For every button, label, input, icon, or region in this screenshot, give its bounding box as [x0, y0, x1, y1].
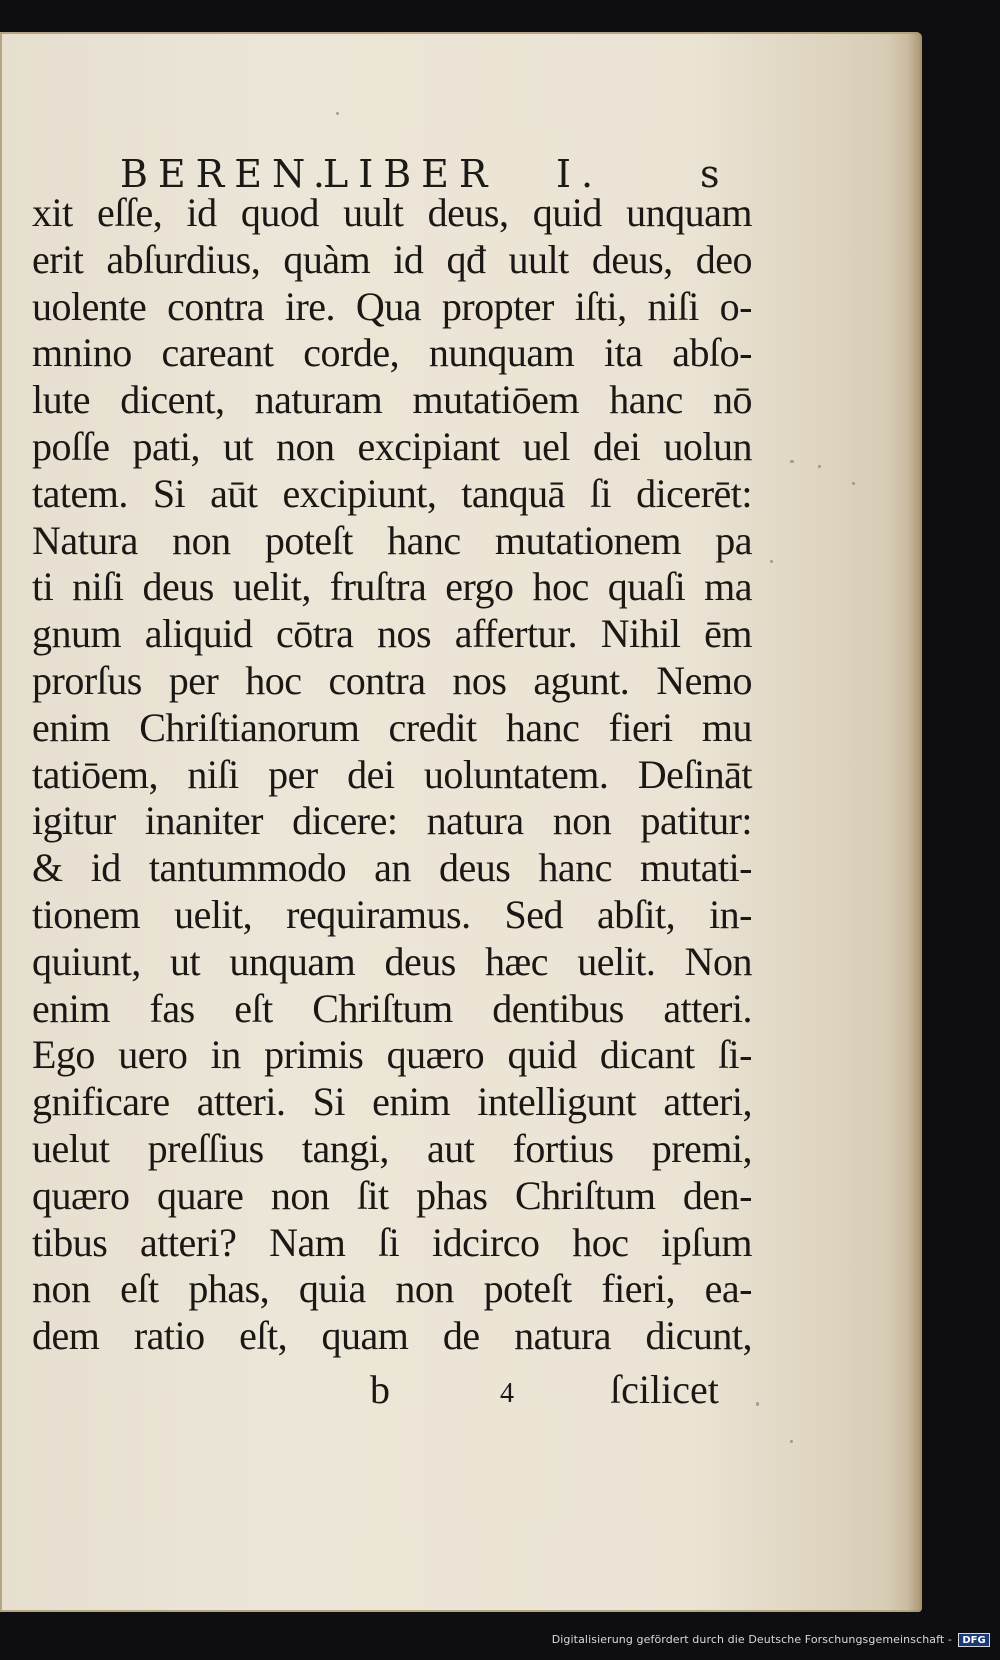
- running-head-book-number: I.: [556, 152, 604, 196]
- text-line: erit abſurdius, quàm id qđ uult deus, deo: [32, 236, 752, 282]
- text-line: dem ratio eſt, quam de natura dicunt,: [32, 1313, 752, 1359]
- paper-speck: [852, 482, 855, 485]
- text-line: poſſe pati, ut non excipiant uel dei uolun: [32, 423, 752, 469]
- book-page: [0, 32, 922, 1612]
- dfg-logo: DFG: [958, 1633, 990, 1647]
- running-head-liber: LIBER: [323, 152, 498, 196]
- text-line: uolente contra ire. Qua propter iſti, niſi o-: [32, 283, 752, 329]
- text-line: tatiōem, niſi per dei uoluntatem. Deſināt: [32, 751, 752, 797]
- paper-speck: [790, 1440, 793, 1443]
- text-line: tibus atteri? Nam ſi idcirco hoc ipſum: [32, 1219, 752, 1265]
- text-line: quæro quare non ſit phas Chriſtum den-: [32, 1172, 752, 1218]
- catchword: ſcilicet: [610, 1367, 719, 1412]
- paper-speck: [756, 1402, 759, 1406]
- paper-speck: [336, 112, 339, 115]
- running-head: [120, 126, 760, 196]
- text-line: mnino careant corde, nunquam ita abſo-: [32, 330, 752, 376]
- folio-number: s: [700, 152, 720, 196]
- running-head-title: BEREN.: [120, 152, 335, 196]
- text-line: tionem uelit, requiramus. Sed abſit, in-: [32, 891, 752, 937]
- text-line: non eſt phas, quia non poteſt fieri, ea-: [32, 1266, 752, 1312]
- text-line: quiunt, ut unquam deus hæc uelit. Non: [32, 938, 752, 984]
- text-line: uelut preſſius tangi, aut fortius premi,: [32, 1125, 752, 1171]
- paper-speck: [818, 465, 821, 468]
- text-line: tatem. Si aūt excipiunt, tanquā ſi dicerēt:: [32, 470, 752, 516]
- body-text: [32, 190, 752, 1360]
- text-line: xit eſſe, id quod uult deus, quid unquam: [32, 190, 752, 235]
- text-line: prorſus per hoc contra nos agunt. Nemo: [32, 657, 752, 703]
- text-line: gnificare atteri. Si enim intelligunt atteri,: [32, 1079, 752, 1125]
- text-line: gnum aliquid cōtra nos affertur. Nihil ēm: [32, 611, 752, 657]
- catchline: [340, 1362, 760, 1412]
- text-line: ti niſi deus uelit, fruſtra ergo hoc quaſi ma: [32, 564, 752, 610]
- text-line: Natura non poteſt hanc mutationem pa: [32, 517, 752, 563]
- digitization-credit: Digitalisierung gefördert durch die Deutsche Forschungsgemeinschaft -: [551, 1633, 952, 1646]
- text-line: lute dicent, naturam mutatiōem hanc nō: [32, 377, 752, 423]
- text-line: enim Chriſtianorum credit hanc fieri mu: [32, 704, 752, 750]
- text-line: enim fas eſt Chriſtum dentibus atteri.: [32, 985, 752, 1031]
- text-line: igitur inaniter dicere: natura non patitur:: [32, 798, 752, 844]
- signature-number: 4: [500, 1378, 514, 1409]
- paper-speck: [790, 460, 794, 463]
- signature-mark: b: [370, 1367, 390, 1412]
- text-line: Ego uero in primis quæro quid dicant ſi-: [32, 1032, 752, 1078]
- text-line: & id tantummodo an deus hanc mutati-: [32, 845, 752, 891]
- paper-speck: [770, 560, 773, 563]
